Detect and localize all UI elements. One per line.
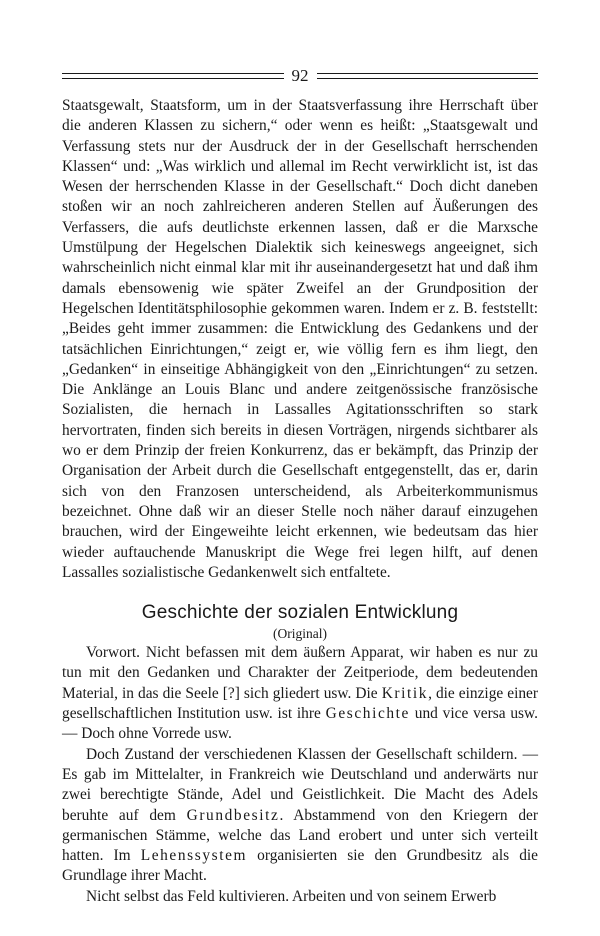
- emphasis-grundbesitz: Grundbesitz: [186, 806, 280, 824]
- paragraph-vorwort: [62, 643, 538, 744]
- page-body: [62, 96, 538, 907]
- paragraph-text: , die einzige einer gesellschaftlichen Institution usw. ist ihre: [62, 684, 539, 723]
- emphasis-geschichte: Geschichte: [325, 705, 410, 723]
- paragraph-zustand: [62, 745, 538, 887]
- header-rule-right: [317, 73, 539, 79]
- paragraph-text: und vice versa usw. — Doch ohne Vorrede usw.: [62, 705, 538, 743]
- page-header: [62, 66, 538, 86]
- paragraph-text: organisierten sie den Grundbesitz als die Grundlage ihrer Macht.: [62, 847, 538, 885]
- page-number: 92: [291, 66, 309, 85]
- paragraph-text: Vorwort. Nicht befassen mit dem äußern Apparat, wir haben es nur zu tun mit den Gedanken und Charakter der Zeitperiode, dem bedeutenden Material, in das die Seele [?] sich gliedert usw. Die: [62, 644, 538, 702]
- emphasis-kritik: Kritik: [381, 684, 429, 702]
- header-rule-left: [62, 73, 284, 79]
- paragraph-text: . Abstammend von den Kriegern der germanischen Stämme, welche das Land erobert und unter sich verteilt hatten. Im: [62, 806, 538, 865]
- paragraph-text: Doch Zustand der verschiedenen Klassen der Gesellschaft schildern. — Es gab im Mittelalter, in Frankreich wie Deutschland und anderwärts nur zwei berechtigte Stände, Adel und Geistlichkeit. Die Macht des Adels beruhte auf dem: [62, 745, 538, 824]
- section-title: Geschichte der sozialen Entwicklung: [141, 602, 459, 624]
- emphasis-lehenssystem: Lehenssystem: [140, 847, 248, 865]
- paragraph-feld: Nicht selbst das Feld kultivieren. Arbeiten und von seinem Erwerb: [86, 887, 497, 905]
- paragraph-continuation: Staatsgewalt, Staatsform, um in der Staatsverfassung ihre Herrschaft über die anderen Klassen zu sichern,“ oder wenn es heißt: „Staatsgewalt und Verfassung stets nur der Ausdruck der in der Gesellschaft herrschenden Klassen“ und: „Was wirklich und allemal im Recht verwirklicht ist, ist das Wesen der herrschenden Klasse in der Gesellschaft.“ Doch dicht daneben stoßen wir an noch zahlreicheren anderen Stellen auf Äußerungen des Verfassers, die aufs deutlichste erkennen lassen, daß er die Marxsche Umstülpung der Hegelschen Dialektik sich keineswegs angeeignet, sich wahrscheinlich nicht einmal klar mit ihr auseinandergesetzt hat und daß ihm damals ebensowenig wie später Zweifel an der Grundposition der Hegelschen Identitätsphilosophie gekommen waren. Indem er z. B. feststellt: „Beides geht immer zusammen: die Entwicklung des Gedankens und der tatsächlichen Einrichtungen,“ zeigt er, wie völlig fern es ihm liegt, den „Gedanken“ in einseitige Abhängigkeit von den „Einrichtungen“ zu setzen. Die Anklänge an Louis Blanc und andere zeitgenössische französische Sozialisten, die hernach in Lassalles Agitationsschriften so stark hervortraten, finden sich bereits in diesen Vorträgen, nirgends sichtbarer als wo er dem Prinzip der freien Konkurrenz, das er bekämpft, das Prinzip der Organisation der Arbeit durch die Gesellschaft entgegenstellt, das er, darin sich von den Franzosen unterscheidend, als Arbeiterkommunismus bezeichnet. Ohne daß wir an dieser Stelle noch näher darauf einzugehen brauchen, wird der Eingeweihte leicht erkennen, wie bedeutsam das hier wieder auftauchende Manuskript die Wege frei legen hilft, auf denen Lassalles sozialistische Gedankenwelt sich entfaltete.: [62, 97, 538, 581]
- section-subtitle: (Original): [273, 626, 327, 642]
